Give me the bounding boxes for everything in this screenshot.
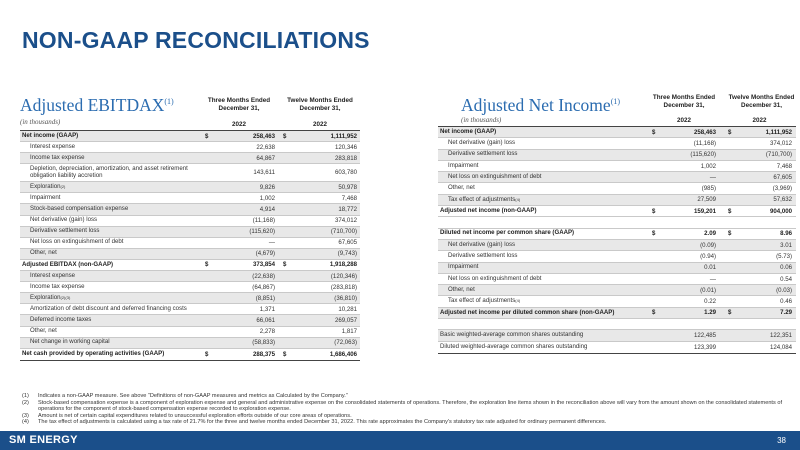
table-row — [438, 172, 796, 183]
table-row — [438, 138, 796, 149]
footnote — [22, 419, 782, 426]
table-row — [20, 238, 360, 249]
footer-bar — [0, 431, 800, 450]
col-header-three-months: Three Months Ended December 31, — [652, 94, 716, 109]
row-label-text: Exploration — [30, 293, 61, 301]
table-spacer-row — [438, 217, 796, 228]
value-three-months: 1,371 — [259, 305, 275, 313]
table-row — [438, 195, 796, 206]
row-label-text: Diluted net income per common share (GAAP) — [440, 229, 575, 237]
row-label-text: Impairment — [448, 263, 479, 271]
adjusted-net-income-table — [438, 126, 796, 354]
value-twelve-months: (710,700) — [765, 151, 792, 159]
row-label — [448, 240, 643, 250]
col-header-twelve-months: Twelve Months Ended December 31, — [287, 97, 353, 112]
table-row — [20, 227, 360, 238]
table-row — [20, 182, 360, 193]
row-label-text: Net income (GAAP) — [440, 127, 497, 135]
currency-symbol: $ — [728, 230, 732, 238]
value-three-months: 64,867 — [256, 154, 275, 162]
row-label — [448, 296, 643, 306]
row-label — [448, 263, 643, 273]
footnote-number: (2) — [22, 399, 29, 406]
row-label — [30, 164, 200, 181]
value-three-months: — — [709, 275, 716, 283]
value-three-months: — — [268, 239, 275, 247]
value-three-months: 1,002 — [259, 194, 275, 202]
year-header: 2022 — [752, 117, 767, 124]
value-twelve-months: 374,012 — [769, 139, 792, 147]
footnote-text: Indicates a non-GAAP measure. See above “Definitions of non-GAAP measures and metrics as Calculated by the Company.” — [38, 393, 348, 399]
row-label-text: Interest expense — [30, 271, 76, 279]
adjusted-ebitdax-table — [20, 130, 360, 361]
value-twelve-months: 1,111,952 — [765, 128, 792, 136]
footnote-marker: (4) — [515, 196, 521, 202]
footnote-number: (3) — [22, 412, 29, 419]
currency-symbol: $ — [728, 128, 732, 136]
value-twelve-months: 67,605 — [338, 239, 357, 247]
table-row — [438, 229, 796, 240]
value-twelve-months: 603,780 — [334, 169, 357, 177]
value-three-months: 373,854 — [252, 261, 275, 269]
value-twelve-months: 0.46 — [780, 298, 792, 306]
adjusted-ebitdax-subtitle: (in thousands) — [20, 118, 61, 126]
row-label-text: Adjusted EBITDAX (non-GAAP) — [22, 260, 114, 268]
row-label-text: Interest expense — [30, 142, 76, 150]
value-twelve-months: 1,111,952 — [330, 132, 357, 140]
company-logo: SM ENERGY — [9, 434, 78, 446]
table-row — [438, 251, 796, 262]
table-row — [20, 216, 360, 227]
row-label — [448, 161, 643, 171]
row-label-text: Other, net — [448, 285, 475, 293]
value-three-months: (58,833) — [252, 339, 275, 347]
value-twelve-months: (283,818) — [330, 283, 357, 291]
row-label-text: Derivative settlement loss — [448, 150, 518, 158]
value-twelve-months: (36,810) — [334, 294, 357, 302]
value-three-months: 122,485 — [693, 331, 716, 339]
value-twelve-months: 283,818 — [334, 154, 357, 162]
row-label-text: Other, net — [30, 249, 57, 257]
table-row — [438, 296, 796, 307]
value-three-months: 288,375 — [252, 350, 275, 358]
footnote-marker: (1) — [610, 97, 621, 107]
table-row — [20, 271, 360, 282]
value-twelve-months: 0.06 — [780, 264, 792, 272]
table-row — [20, 193, 360, 204]
table-row — [438, 308, 796, 319]
currency-symbol: $ — [652, 207, 656, 215]
value-three-months: 2,278 — [259, 328, 275, 336]
row-label — [440, 229, 643, 239]
row-label-text: Impairment — [30, 194, 61, 202]
value-twelve-months: (5.73) — [776, 252, 792, 260]
row-label-text: Other, net — [30, 327, 57, 335]
row-label-text: Income tax expense — [30, 282, 85, 290]
currency-symbol: $ — [283, 132, 287, 140]
currency-symbol: $ — [652, 309, 656, 317]
value-twelve-months: 3.01 — [780, 241, 792, 249]
currency-symbol: $ — [283, 261, 287, 269]
value-three-months: (0.94) — [700, 252, 716, 260]
footnotes — [22, 393, 782, 426]
table-row — [438, 183, 796, 194]
row-label — [448, 183, 643, 193]
value-three-months: (4,679) — [255, 250, 275, 258]
value-three-months: 4,914 — [259, 206, 275, 214]
table-row — [438, 161, 796, 172]
footnote-marker: (1) — [164, 97, 174, 107]
value-twelve-months: 67,605 — [773, 173, 792, 181]
currency-symbol: $ — [652, 230, 656, 238]
row-label-text: Deferred income taxes — [30, 316, 92, 324]
value-twelve-months: 904,000 — [769, 207, 792, 215]
value-three-months: 22,638 — [256, 143, 275, 151]
col-header-twelve-months: Twelve Months Ended December 31, — [728, 94, 795, 109]
value-three-months: — — [709, 173, 716, 181]
row-label-text: Adjusted net income per diluted common share (non-GAAP) — [440, 308, 615, 316]
table-row — [438, 330, 796, 341]
row-label-text: Other, net — [448, 184, 475, 192]
value-three-months: (22,638) — [252, 272, 275, 280]
value-twelve-months: 120,346 — [334, 143, 357, 151]
row-label — [30, 249, 200, 259]
table-spacer-row — [438, 319, 796, 330]
row-label — [440, 308, 643, 318]
section-title-text: Adjusted EBITDAX — [20, 95, 165, 115]
value-three-months: 9,826 — [259, 183, 275, 191]
value-twelve-months: 18,772 — [338, 206, 357, 214]
row-label — [448, 285, 643, 295]
page-title: NON-GAAP RECONCILIATIONS — [22, 27, 370, 53]
adjusted-ebitdax-title — [20, 95, 174, 116]
value-twelve-months: 0.54 — [780, 275, 792, 283]
row-label — [22, 349, 200, 360]
row-label-text: Tax effect of adjustments — [448, 195, 516, 203]
value-three-months: (11,168) — [252, 217, 275, 225]
row-label — [440, 127, 643, 137]
value-three-months: 0.22 — [704, 298, 716, 306]
value-three-months: (985) — [701, 185, 716, 193]
row-label — [448, 251, 643, 261]
value-twelve-months: 50,978 — [338, 183, 357, 191]
value-twelve-months: (3,969) — [772, 185, 792, 193]
value-three-months: 159,201 — [693, 207, 716, 215]
row-label-text: Net derivative (gain) loss — [448, 139, 516, 147]
table-row — [438, 150, 796, 161]
table-row — [438, 240, 796, 251]
value-three-months: (0.09) — [700, 241, 716, 249]
row-label — [30, 238, 200, 248]
value-twelve-months: (9,743) — [337, 250, 357, 258]
row-label-text: Tax effect of adjustments — [448, 297, 516, 305]
value-twelve-months: 1,686,406 — [329, 350, 357, 358]
value-three-months: 143,611 — [253, 169, 275, 177]
table-row — [20, 338, 360, 349]
footnote-text: The tax effect of adjustments is calculated using a tax rate of 21.7% for the three and twelve months ended December 31, 2022. This rate approximates the Company's statutory tax rate adjusted for ordinary permanent differences. — [38, 419, 607, 425]
value-three-months: 2.09 — [704, 230, 716, 238]
value-twelve-months: (120,346) — [330, 272, 357, 280]
row-label — [30, 142, 200, 152]
row-label-text: Amortization of debt discount and deferred financing costs — [30, 304, 187, 312]
row-label — [30, 227, 200, 237]
value-three-months: 258,463 — [252, 132, 275, 140]
year-header: 2022 — [676, 117, 691, 124]
table-row — [438, 206, 796, 217]
row-label — [30, 338, 200, 348]
currency-symbol: $ — [205, 350, 209, 358]
row-label-text: Net cash provided by operating activities (GAAP) — [22, 349, 165, 357]
currency-symbol: $ — [205, 261, 209, 269]
currency-symbol: $ — [728, 309, 732, 317]
row-label — [448, 274, 643, 284]
row-label-text: Income tax expense — [30, 153, 85, 161]
row-label-text: Adjusted net income (non-GAAP) — [440, 206, 537, 214]
footnote-text: Stock-based compensation expense is a component of exploration expense and general and administrative expense on the consolidated statements of operations. Therefore, the exploration line items shown in the reconciliation above will vary from the amount shown on the consolidated statements of operations for the component of stock-based compensation expense recorded to exploration expense. — [38, 399, 782, 412]
row-label — [440, 342, 643, 353]
value-three-months: (115,620) — [690, 151, 716, 159]
row-label-text: Net loss on extinguishment of debt — [448, 274, 542, 282]
value-twelve-months: (710,700) — [330, 228, 357, 236]
row-label-text: Diluted weighted-average common shares outstanding — [440, 342, 588, 350]
footnote-number: (4) — [22, 419, 29, 425]
table-row — [438, 274, 796, 285]
row-label-text: Net loss on extinguishment of debt — [448, 172, 542, 180]
adjusted-net-income-title — [461, 95, 620, 116]
value-three-months: 1,002 — [700, 162, 716, 170]
value-twelve-months: 269,057 — [334, 316, 357, 324]
value-three-months: (0.01) — [700, 286, 716, 294]
row-label-text: Net derivative (gain) loss — [30, 216, 98, 224]
value-twelve-months: 8.96 — [780, 230, 792, 238]
value-three-months: (115,620) — [249, 228, 275, 236]
footnote — [22, 400, 782, 413]
value-three-months: 0.01 — [704, 264, 716, 272]
footnote-text: Amount is net of certain capital expenditures related to unsuccessful exploration efforts outside of our core areas of operations. — [38, 412, 352, 419]
value-three-months: 258,463 — [693, 128, 716, 136]
value-three-months: 27,509 — [697, 196, 716, 204]
currency-symbol: $ — [283, 350, 287, 358]
table-row — [20, 249, 360, 260]
row-label-text: Depletion, depreciation, amortization, and asset retirement obligation liability accretion — [30, 164, 188, 179]
value-twelve-months: 10,281 — [338, 305, 357, 313]
row-label-text: Derivative settlement loss — [448, 252, 518, 260]
row-label — [440, 330, 643, 340]
row-label — [30, 204, 200, 214]
value-twelve-months: 124,084 — [769, 343, 792, 351]
row-label — [30, 293, 200, 303]
table-row — [20, 304, 360, 315]
value-twelve-months: 122,351 — [769, 331, 792, 339]
table-row — [438, 285, 796, 296]
row-label — [448, 150, 643, 160]
table-row — [20, 315, 360, 326]
table-row — [438, 127, 796, 138]
row-label — [448, 138, 643, 148]
value-three-months: (8,851) — [255, 294, 275, 302]
value-twelve-months: 7.29 — [780, 309, 792, 317]
value-twelve-months: 57,632 — [773, 196, 792, 204]
table-row — [20, 260, 360, 271]
table-row — [20, 142, 360, 153]
row-label — [30, 327, 200, 337]
currency-symbol: $ — [205, 132, 209, 140]
table-row — [20, 204, 360, 215]
value-three-months: 1.29 — [704, 309, 716, 317]
row-label — [440, 206, 643, 216]
row-label — [448, 172, 643, 182]
page-number: 38 — [777, 436, 786, 445]
value-three-months: 66,061 — [256, 316, 275, 324]
footnote-marker: (4) — [515, 298, 521, 304]
row-label-text: Exploration — [30, 182, 61, 190]
row-label — [30, 216, 200, 226]
row-label-text: Net derivative (gain) loss — [448, 240, 516, 248]
table-row — [20, 282, 360, 293]
footnote-number: (1) — [22, 393, 29, 399]
footnote-marker: (2)(3) — [60, 294, 71, 300]
value-three-months: (11,168) — [693, 139, 716, 147]
value-twelve-months: 7,468 — [341, 194, 357, 202]
value-twelve-months: 1,817 — [341, 328, 357, 336]
value-three-months: (64,867) — [252, 283, 275, 291]
row-label-text: Net loss on extinguishment of debt — [30, 238, 124, 246]
row-label — [30, 193, 200, 203]
table-row — [438, 342, 796, 353]
table-row — [20, 293, 360, 304]
row-label — [30, 182, 200, 192]
adjusted-net-income-subtitle: (in thousands) — [461, 116, 502, 124]
col-header-three-months: Three Months Ended December 31, — [207, 97, 271, 112]
row-label-text: Impairment — [448, 161, 479, 169]
row-label — [22, 131, 200, 141]
row-label-text: Stock-based compensation expense — [30, 205, 129, 213]
value-twelve-months: 374,012 — [334, 217, 357, 225]
row-label — [448, 195, 643, 205]
footnote-marker: (2) — [60, 183, 66, 189]
row-label-text: Basic weighted-average common shares outstanding — [440, 331, 584, 339]
row-label-text: Derivative settlement loss — [30, 227, 100, 235]
row-label — [30, 153, 200, 163]
row-label — [30, 271, 200, 281]
value-twelve-months: 1,918,288 — [329, 261, 357, 269]
section-title-text: Adjusted Net Income — [461, 95, 611, 115]
currency-symbol: $ — [728, 207, 732, 215]
value-twelve-months: (0.03) — [776, 286, 792, 294]
year-header: 2022 — [312, 121, 327, 128]
row-label — [22, 260, 200, 270]
currency-symbol: $ — [652, 128, 656, 136]
table-row — [20, 131, 360, 142]
table-row — [20, 327, 360, 338]
row-label-text: Net income (GAAP) — [22, 131, 79, 139]
table-row — [20, 153, 360, 164]
row-label — [30, 304, 200, 314]
value-three-months: 123,399 — [693, 343, 716, 351]
value-twelve-months: 7,468 — [776, 162, 792, 170]
table-row — [20, 349, 360, 360]
table-row — [20, 164, 360, 182]
table-row — [438, 263, 796, 274]
row-label — [30, 282, 200, 292]
value-twelve-months: (72,063) — [334, 339, 357, 347]
row-label-text: Net change in working capital — [30, 338, 110, 346]
row-label — [30, 315, 200, 325]
year-header: 2022 — [231, 121, 246, 128]
